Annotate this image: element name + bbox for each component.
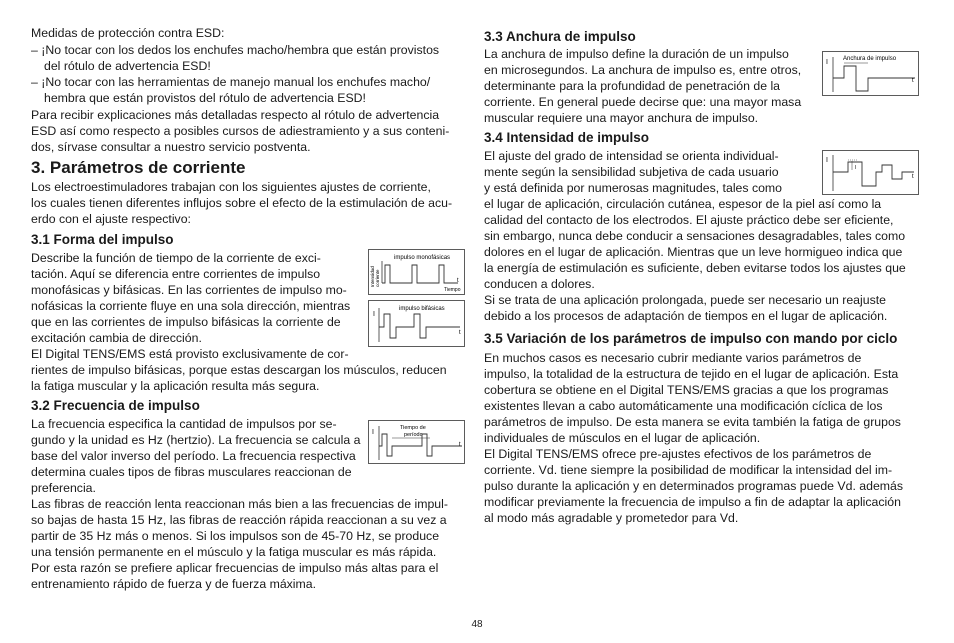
s35-text: pulso durante la aplicación y en determinados programas puede Vd. además (484, 479, 904, 493)
s34-text: conducen a dolores. (484, 277, 595, 291)
s34-text: debido a los procesos de adaptación de tiempos en el lugar de aplicación. (484, 309, 888, 323)
width-I: I (826, 59, 828, 66)
s33-text: muscular requiere una mayor anchura de impulso. (484, 111, 759, 125)
s31-text: tación. Aquí se diferencia entre corrientes de impulso (31, 267, 321, 281)
s31-text: nofásicas la corriente fluye en una sola dirección, mientras (31, 299, 351, 313)
esd-paragraph: Para recibir explicaciones más detalladas respecto al rótulo de advertencia (31, 108, 440, 122)
s34-text: sin embargo, nunca debe conducir a sensaciones desagradables, tales como (484, 229, 906, 243)
mono-xlabel: Tiempo (444, 287, 461, 293)
esd-intro: Medidas de protección contra ESD: (31, 26, 225, 40)
s32-text: Por esta razón se prefiere aplicar frecuencias de impulso más altas para el (31, 561, 439, 575)
heading-3-3: 3.3 Anchura de impulso (484, 29, 636, 44)
s34-text: calidad del contacto de los electrodos. El ajuste práctico debe ser eficiente, (484, 213, 894, 227)
s31-text: excitación cambia de dirección. (31, 331, 202, 345)
s32-text: base del valor inverso del período. La frecuencia respectiva (31, 449, 356, 463)
s34-text: Si se trata de una aplicación prolongada, puede ser necesario un reajuste (484, 293, 886, 307)
width-t: t (912, 78, 914, 84)
s33-text: determinante para la profundidad de penetración de la (484, 79, 781, 93)
heading-3-1: 3.1 Forma del impulso (31, 232, 174, 247)
heading-3-5: 3.5 Variación de los parámetros de impulso con mando por ciclo (484, 331, 898, 346)
freq-title: período (404, 432, 423, 438)
s31-text: rientes de impulso bifásicas, porque estas descargan los músculos, reducen (31, 363, 447, 377)
s35-text: parámetros de impulso. De esta manera se evita también la fatiga de grupos (484, 415, 901, 429)
page-number: 48 (471, 619, 483, 630)
esd-bullet-1-cont: del rótulo de advertencia ESD! (44, 59, 211, 73)
esd-paragraph: ESD así como respecto a posibles cursos de adiestramiento y a sus conteni- (31, 124, 450, 138)
s34-text: la energía de estimulación es suficiente, deben evitarse todos los ajustes que (484, 261, 906, 275)
s32-text: Las fibras de reacción lenta reaccionan más bien a las frecuencias de impul- (31, 497, 448, 511)
freq-title: Tiempo de (400, 425, 426, 431)
figure-pulse-width (822, 51, 919, 96)
s31-text: Describe la función de tiempo de la corriente de exci- (31, 251, 321, 265)
esd-bullet-2: – ¡No tocar con las herramientas de manejo manual los enchufes macho/ (31, 75, 431, 89)
heading-3-2: 3.2 Frecuencia de impulso (31, 398, 200, 413)
s35-text: corriente. Vd. tiene siempre la posibilidad de modificar la intensidad del im- (484, 463, 893, 477)
s35-text: al modo más agradable y prometedor para Vd. (484, 511, 739, 525)
mono-ylabel: corriente (375, 269, 380, 287)
width-title: Anchura de impulso (843, 56, 897, 62)
s33-text: La anchura de impulso define la duración de un impulso (484, 47, 789, 61)
int-mark: I (855, 165, 857, 171)
esd-paragraph: dos, sírvase consultar a nuestro servicio postventa. (31, 140, 311, 154)
s35-text: modificar previamente la frecuencia de impulso a fin de adaptar la aplicación (484, 495, 901, 509)
s34-text: El ajuste del grado de intensidad se orienta individual- (484, 149, 779, 163)
s32-text: preferencia. (31, 481, 96, 495)
int-I: I (826, 157, 828, 164)
s35-text: En muchos casos es necesario cubrir mediante varios parámetros de (484, 351, 862, 365)
bi-t: t (459, 330, 461, 336)
s32-text: determina cuales tipos de fibras musculares reaccionan de (31, 465, 352, 479)
int-t: t (912, 174, 914, 180)
s34-text: dolores en el lugar de aplicación. Mientras que un leve hormigueo indica que (484, 245, 903, 259)
bi-title: impulso bifásicas (399, 306, 445, 312)
s34-text: mente según la sensibilidad subjetiva de cada usuario (484, 165, 779, 179)
figure-monophasic (368, 249, 465, 295)
s31-text: que en las corrientes de impulso bifásicas la corriente de (31, 315, 341, 329)
s32-text: entrenamiento rápido de fuerza y de fuerza máxima. (31, 577, 317, 591)
params-text: los cuales tienen diferentes influjos sobre el efecto de la estimulación de acu- (31, 196, 453, 210)
s35-text: existentes llevan a cabo automáticamente una modificación cíclica de los (484, 399, 883, 413)
figure-period (368, 420, 465, 464)
mono-title: impulso monofásicas (394, 255, 451, 261)
params-text: Los electroestimuladores trabajan con los siguientes ajustes de corriente, (31, 180, 431, 194)
s32-text: La frecuencia especifica la cantidad de impulsos por se- (31, 417, 337, 431)
s35-text: impulso, la totalidad de la estructura de tejido en el lugar de aplicación. Esta (484, 367, 899, 381)
s32-text: gundo y la unidad es Hz (hertzio). La frecuencia se calcula a (31, 433, 361, 447)
params-text: erdo con el ajuste respectivo: (31, 212, 191, 226)
s35-text: El Digital TENS/EMS ofrece pre-ajustes efectivos de los parámetros de (484, 447, 872, 461)
s34-text: el lugar de aplicación, circulación cutánea, espesor de la piel así como la (484, 197, 882, 211)
freq-t: t (459, 442, 461, 448)
s31-text: El Digital TENS/EMS está provisto exclusivamente de cor- (31, 347, 349, 361)
s32-text: una tensión permanente en el músculo y la fatiga muscular es más rápida. (31, 545, 437, 559)
s31-text: monofásicas y bifásicas. En las corrientes de impulso mo- (31, 283, 347, 297)
s32-text: partir de 35 Hz más o menos. Si los impulsos son de 45-70 Hz, se produce (31, 529, 440, 543)
s34-text: y está definida por numerosas magnitudes, tales como (484, 181, 783, 195)
freq-I: I (372, 429, 374, 436)
esd-bullet-1: – ¡No tocar con los dedos los enchufes macho/hembra que están provistos (31, 43, 440, 57)
s33-text: en microsegundos. La anchura de impulso es, entre otros, (484, 63, 802, 77)
figure-biphasic (368, 300, 465, 347)
mono-ylabel: Intensidad (370, 266, 375, 287)
s35-text: individuales de músculos en el lugar de aplicación. (484, 431, 761, 445)
bi-I: I (373, 311, 375, 318)
s33-text: corriente. En general puede decirse que: una mayor masa (484, 95, 802, 109)
section-heading-params: 3. Parámetros de corriente (31, 158, 246, 177)
s31-text: la fatiga muscular y la aplicación resulta más segura. (31, 379, 320, 393)
mono-t: t (457, 278, 459, 284)
figure-intensity (822, 150, 919, 195)
s35-text: cobertura se obtiene en el Digital TENS/EMS gracias a que los programas (484, 383, 889, 397)
esd-bullet-2-cont: hembra que están provistos del rótulo de advertencia ESD! (44, 91, 366, 105)
heading-3-4: 3.4 Intensidad de impulso (484, 130, 650, 145)
s32-text: so bajas de hasta 15 Hz, las fibras de reacción rápida reaccionan a su vez a (31, 513, 447, 527)
